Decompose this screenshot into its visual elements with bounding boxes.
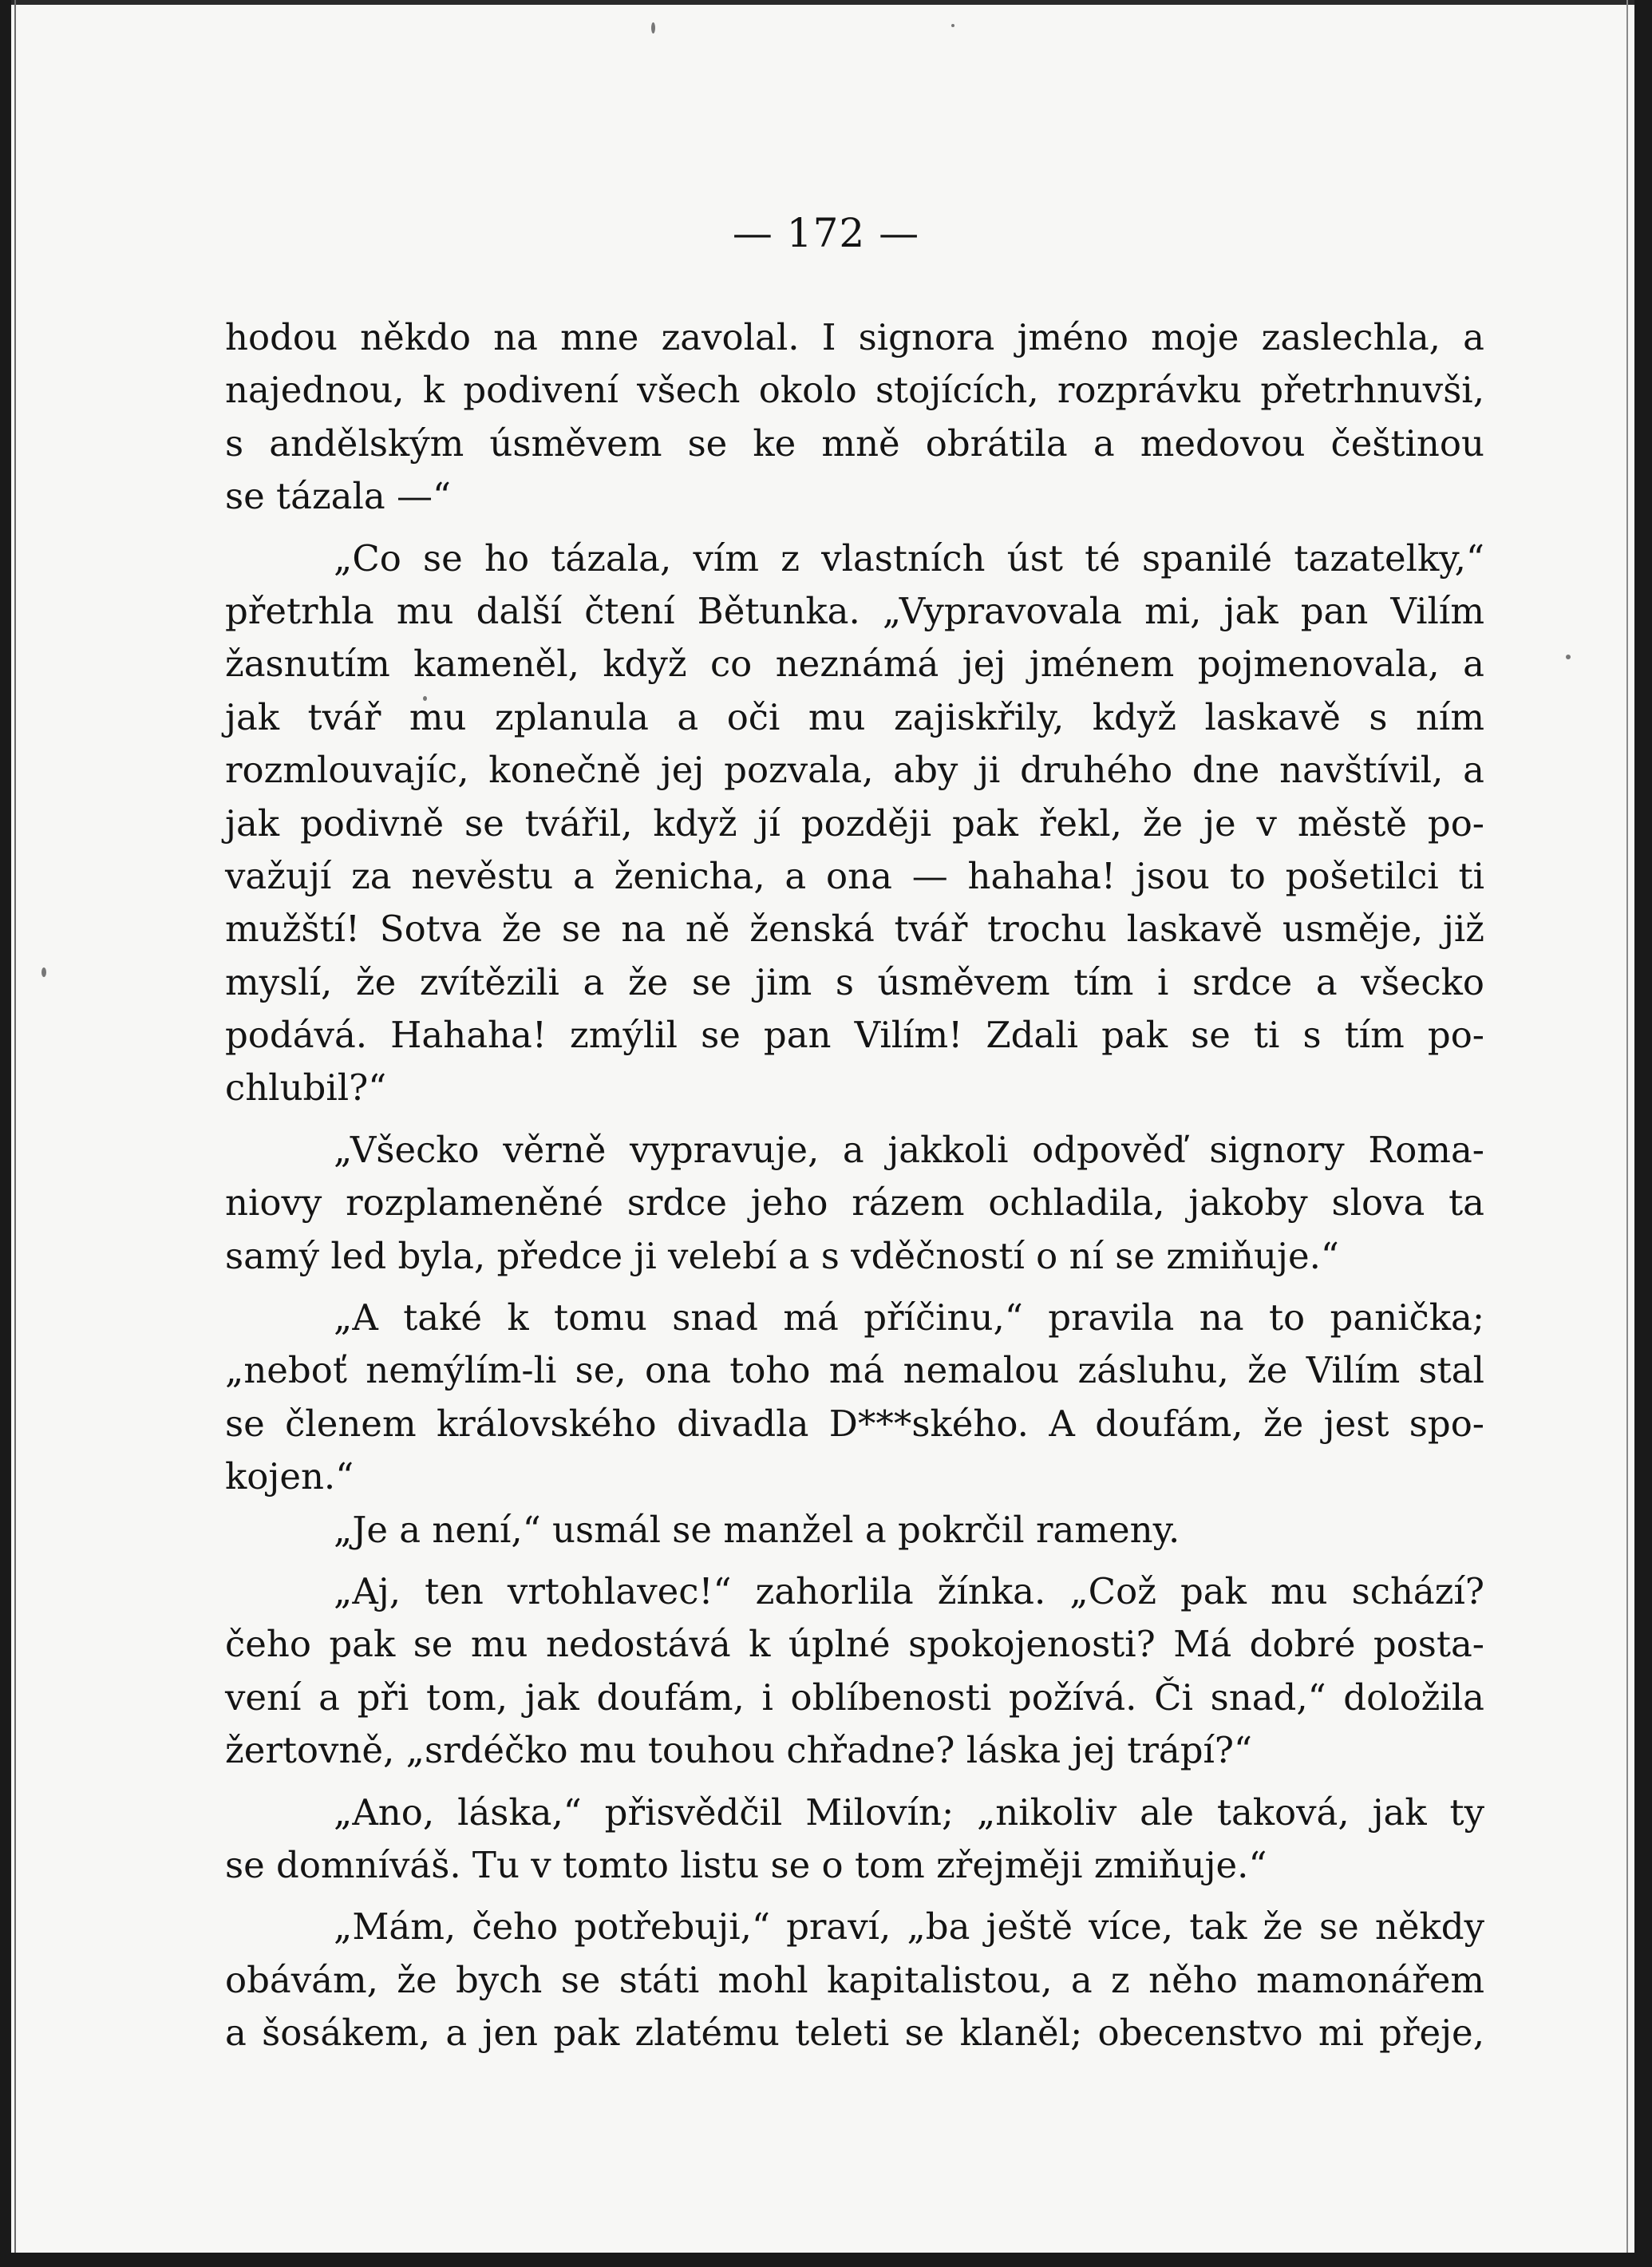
text-line: s andělským úsměvem se ke mně obrátila a medovou češtinou: [225, 421, 1484, 465]
text-line: mužští! Sotva že se na ně ženská tvář trochu laskavě usměje, již: [225, 908, 1484, 951]
text-line: se členem královského divadla D***ského. A doufám, že jest spo-: [225, 1402, 1484, 1445]
page-number: — 172 —: [732, 210, 920, 256]
text-line: „Mám, čeho potřebuji,“ praví, „ba ještě více, tak že se někdy: [334, 1905, 1484, 1949]
text-line: žertovně, „srdéčko mu touhou chřadne? láska jej trápí?“: [225, 1729, 1253, 1772]
dust-speck: [1566, 655, 1571, 659]
scan-border-top: [0, 0, 1652, 5]
text-line: čeho pak se mu nedostává k úplné spokojenosti? Má dobré posta-: [225, 1623, 1484, 1666]
text-line: podává. Hahaha! zmýlil se pan Vilím! Zdali pak se ti s tím po-: [225, 1014, 1484, 1057]
text-line: myslí, že zvítězili a že se jim s úsměvem tím i srdce a všecko: [225, 960, 1484, 1003]
text-line: se tázala —“: [225, 475, 452, 518]
text-line: jak podivně se tvářil, když jí později pak řekl, že je v městě po-: [225, 801, 1484, 845]
text-line: „Je a není,“ usmál se manžel a pokrčil rameny.: [334, 1508, 1180, 1551]
text-line: rozmlouvajíc, konečně jej pozvala, aby ji druhého dne navštívil, a: [225, 749, 1484, 792]
text-line: hodou někdo na mne zavolal. I signora jméno moje zaslechla, a: [225, 316, 1484, 358]
text-line: a šosákem, a jen pak zlatému teleti se klaněl; obecenstvo mi přeje,: [225, 2012, 1484, 2055]
text-line: „Co se ho tázala, vím z vlastních úst té spanilé tazatelky,“: [334, 536, 1484, 580]
dust-speck: [651, 22, 655, 34]
dust-speck: [951, 24, 954, 27]
text-line: niovy rozplameněné srdce jeho rázem ochladila, jakoby slova ta: [225, 1181, 1484, 1224]
scan-border-bottom: [0, 2253, 1652, 2267]
text-line: kojen.“: [225, 1455, 354, 1498]
scan-edge-line-right: [1626, 0, 1628, 2253]
text-line: chlubil?“: [225, 1066, 387, 1110]
dust-speck: [41, 967, 46, 977]
text-line: přetrhla mu další čtení Bětunka. „Vypravovala mi, jak pan Vilím: [225, 589, 1484, 632]
scan-border-right: [1634, 0, 1652, 2267]
body-text: [225, 311, 1484, 2060]
text-line: „A také k tomu snad má příčinu,“ pravila na to panička;: [334, 1296, 1484, 1339]
text-line: vení a při tom, jak doufám, i oblíbenosti požívá. Či snad,“ doložila: [225, 1676, 1484, 1719]
scan-edge-line-left: [14, 0, 16, 2253]
text-line: jak tvář mu zplanula a oči mu zajiskřily, když laskavě s ním: [225, 695, 1484, 738]
text-line: obávám, že bych se státi mohl kapitalistou, a z něho mamonářem: [225, 1958, 1484, 2001]
text-line: najednou, k podivení všech okolo stojících, rozprávku přetrhnuvši,: [225, 369, 1484, 412]
text-line: se domníváš. Tu v tomto listu se o tom zřejměji zmiňuje.“: [225, 1843, 1267, 1886]
text-line: žasnutím kameněl, když co neznámá jej jménem pojmenovala, a: [225, 643, 1484, 686]
scan-border-left: [0, 0, 11, 2267]
text-line: „Aj, ten vrtohlavec!“ zahorlila žínka. „Což pak mu schází?: [334, 1569, 1484, 1612]
text-line: samý led byla, předce ji velebí a s vděčností o ní se zmiňuje.“: [225, 1234, 1339, 1277]
text-line: „Všecko věrně vypravuje, a jakkoli odpověď signory Roma-: [334, 1128, 1484, 1171]
text-line: „neboť nemýlím-li se, ona toho má nemalou zásluhu, že Vilím stal: [225, 1349, 1484, 1392]
text-line: važují za nevěstu a ženicha, a ona — hahaha! jsou to pošetilci ti: [225, 854, 1484, 897]
text-line: „Ano, láska,“ přisvědčil Milovín; „nikoliv ale taková, jak ty: [334, 1790, 1484, 1834]
